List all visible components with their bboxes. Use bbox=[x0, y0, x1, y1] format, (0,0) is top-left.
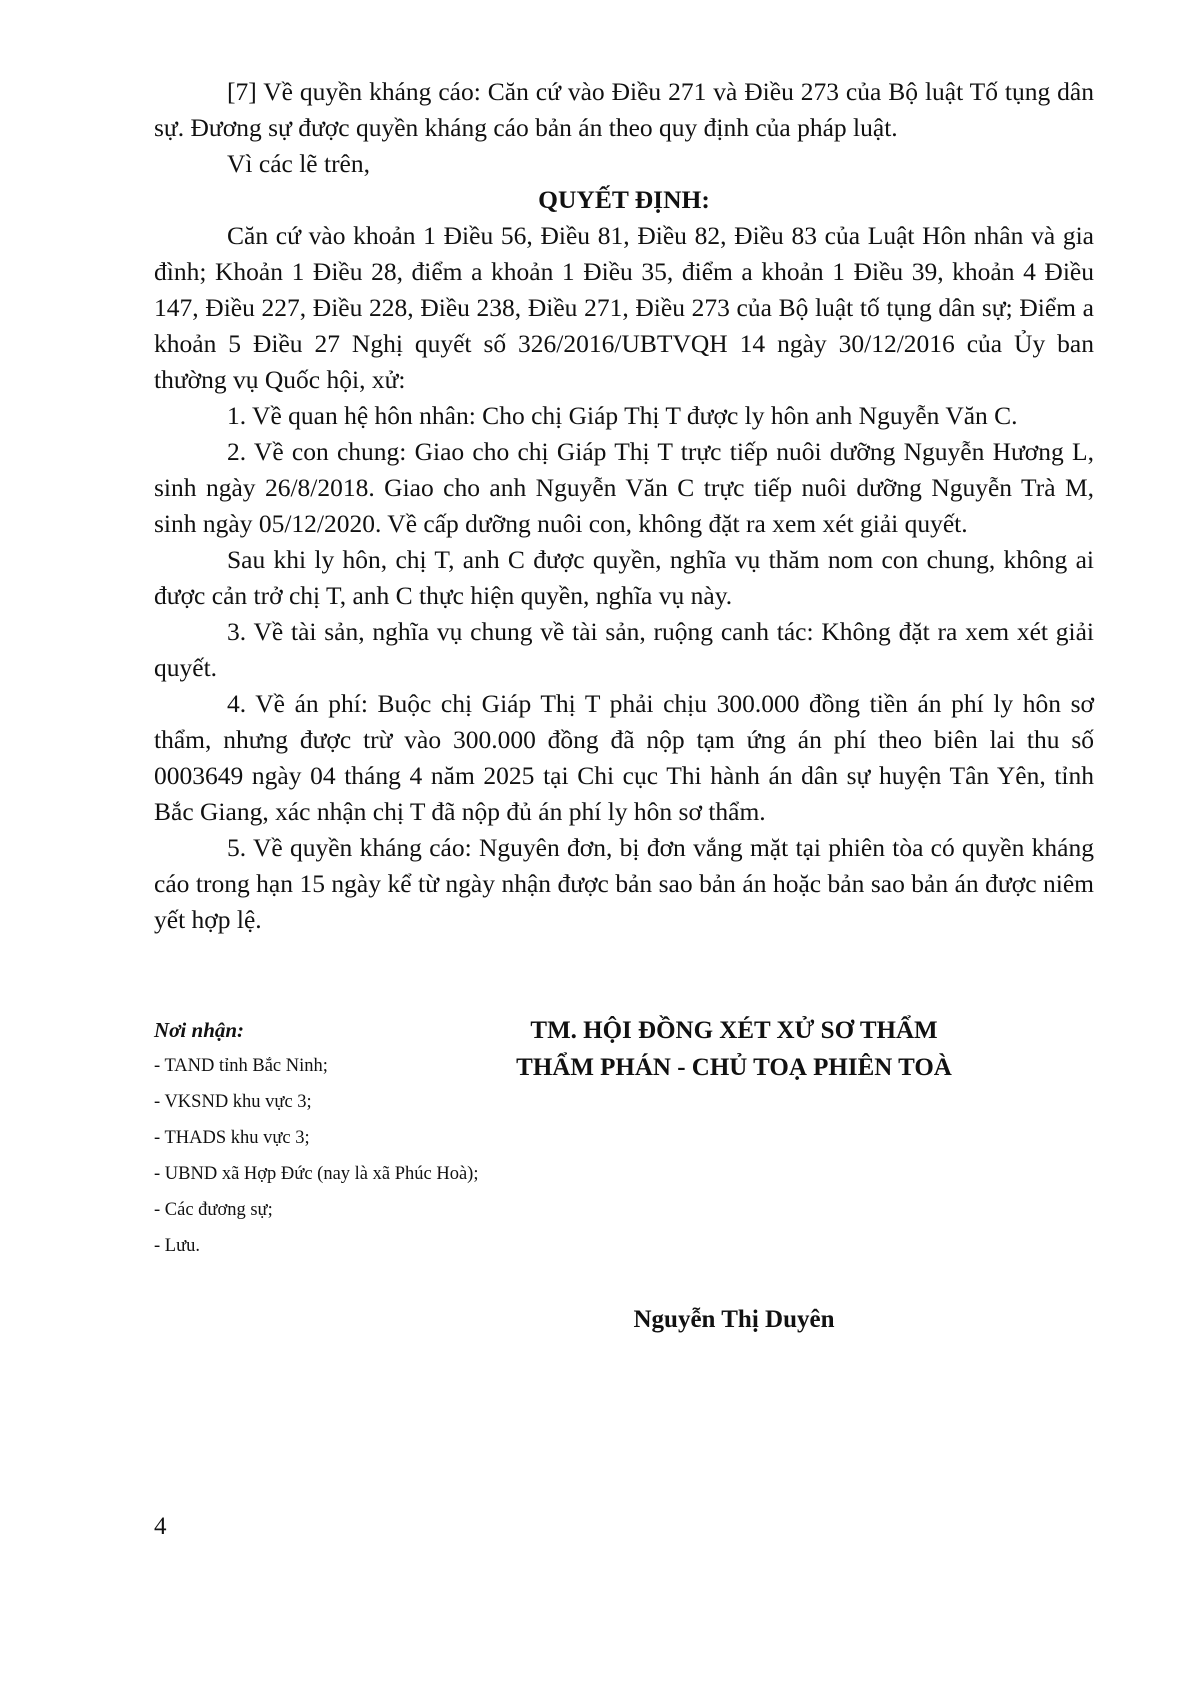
decision-heading: QUYẾT ĐỊNH: bbox=[538, 185, 710, 214]
recipients-title: Nơi nhận: bbox=[154, 1018, 245, 1042]
recipient-item: - THADS khu vực 3; bbox=[154, 1128, 310, 1148]
signer-name: Nguyễn Thị Duyên bbox=[633, 1306, 835, 1333]
recipient-item: - TAND tỉnh Bắc Ninh; bbox=[154, 1056, 328, 1076]
paragraph-visitation-rights: Sau khi ly hôn, chị T, anh C được quyền, nghĩa vụ thăm nom con chung, không ai được cản trở chị T, anh C thực hiện quyền, nghĩa vụ này. bbox=[154, 545, 1094, 610]
paragraph-common-property: 3. Về tài sản, nghĩa vụ chung về tài sản, ruộng canh tác: Không đặt ra xem xét giải quyết. bbox=[154, 617, 1094, 682]
recipient-item: - Các đương sự; bbox=[154, 1200, 273, 1220]
paragraph-legal-basis: Căn cứ vào khoản 1 Điều 56, Điều 81, Điều 82, Điều 83 của Luật Hôn nhân và gia đình; Khoản 1 Điều 28, điểm a khoản 1 Điều 35, điểm a khoản 1 Điều 39, khoản 4 Điều 147, Điều 227, Điều 228, Điều 238, Điều 271, Điều 273 của Bộ luật tố tụng dân sự; Điểm a khoản 5 Điều 27 Nghị quyết số 326/2016/UBTVQH 14 ngày 30/12/2016 của Ủy ban thường vụ Quốc hội, xử: bbox=[154, 221, 1094, 394]
page-number: 4 bbox=[154, 1513, 167, 1540]
paragraph-right-to-appeal: 5. Về quyền kháng cáo: Nguyên đơn, bị đơn vắng mặt tại phiên tòa có quyền kháng cáo trong hạn 15 ngày kể từ ngày nhận được bản sao bản án hoặc bản sao bản án được niêm yết hợp lệ. bbox=[154, 833, 1094, 934]
signature-block bbox=[454, 1012, 1014, 1086]
paragraph-appeal-rights-reasoning: [7] Về quyền kháng cáo: Căn cứ vào Điều 271 và Điều 273 của Bộ luật Tố tụng dân sự. Đương sự được quyền kháng cáo bản án theo quy định của pháp luật. bbox=[154, 77, 1094, 142]
signature-council-title: TM. HỘI ĐỒNG XÉT XỬ SƠ THẨM bbox=[530, 1017, 938, 1044]
recipient-item: - UBND xã Hợp Đức (nay là xã Phúc Hoà); bbox=[154, 1164, 479, 1184]
recipient-item: - Lưu. bbox=[154, 1236, 200, 1256]
document-body bbox=[154, 74, 1094, 938]
paragraph-for-these-reasons: Vì các lẽ trên, bbox=[227, 149, 371, 178]
recipient-item: - VKSND khu vực 3; bbox=[154, 1092, 312, 1112]
paragraph-marriage-relation: 1. Về quan hệ hôn nhân: Cho chị Giáp Thị T được ly hôn anh Nguyễn Văn C. bbox=[227, 401, 1018, 430]
signature-judge-title: THẨM PHÁN - CHỦ TOẠ PHIÊN TOÀ bbox=[516, 1054, 952, 1081]
paragraph-court-fees: 4. Về án phí: Buộc chị Giáp Thị T phải chịu 300.000 đồng tiền án phí ly hôn sơ thẩm, nhưng được trừ vào 300.000 đồng đã nộp tạm ứng án phí theo biên lai thu số 0003649 ngày 04 tháng 4 năm 2025 tại Chi cục Thi hành án dân sự huyện Tân Yên, tỉnh Bắc Giang, xác nhận chị T đã nộp đủ án phí ly hôn sơ thẩm. bbox=[154, 689, 1094, 826]
paragraph-common-children: 2. Về con chung: Giao cho chị Giáp Thị T trực tiếp nuôi dưỡng Nguyễn Hương L, sinh ngày 26/8/2018. Giao cho anh Nguyễn Văn C trực tiếp nuôi dưỡng Nguyễn Trà M, sinh ngày 05/12/2020. Về cấp dưỡng nuôi con, không đặt ra xem xét giải quyết. bbox=[154, 437, 1094, 538]
